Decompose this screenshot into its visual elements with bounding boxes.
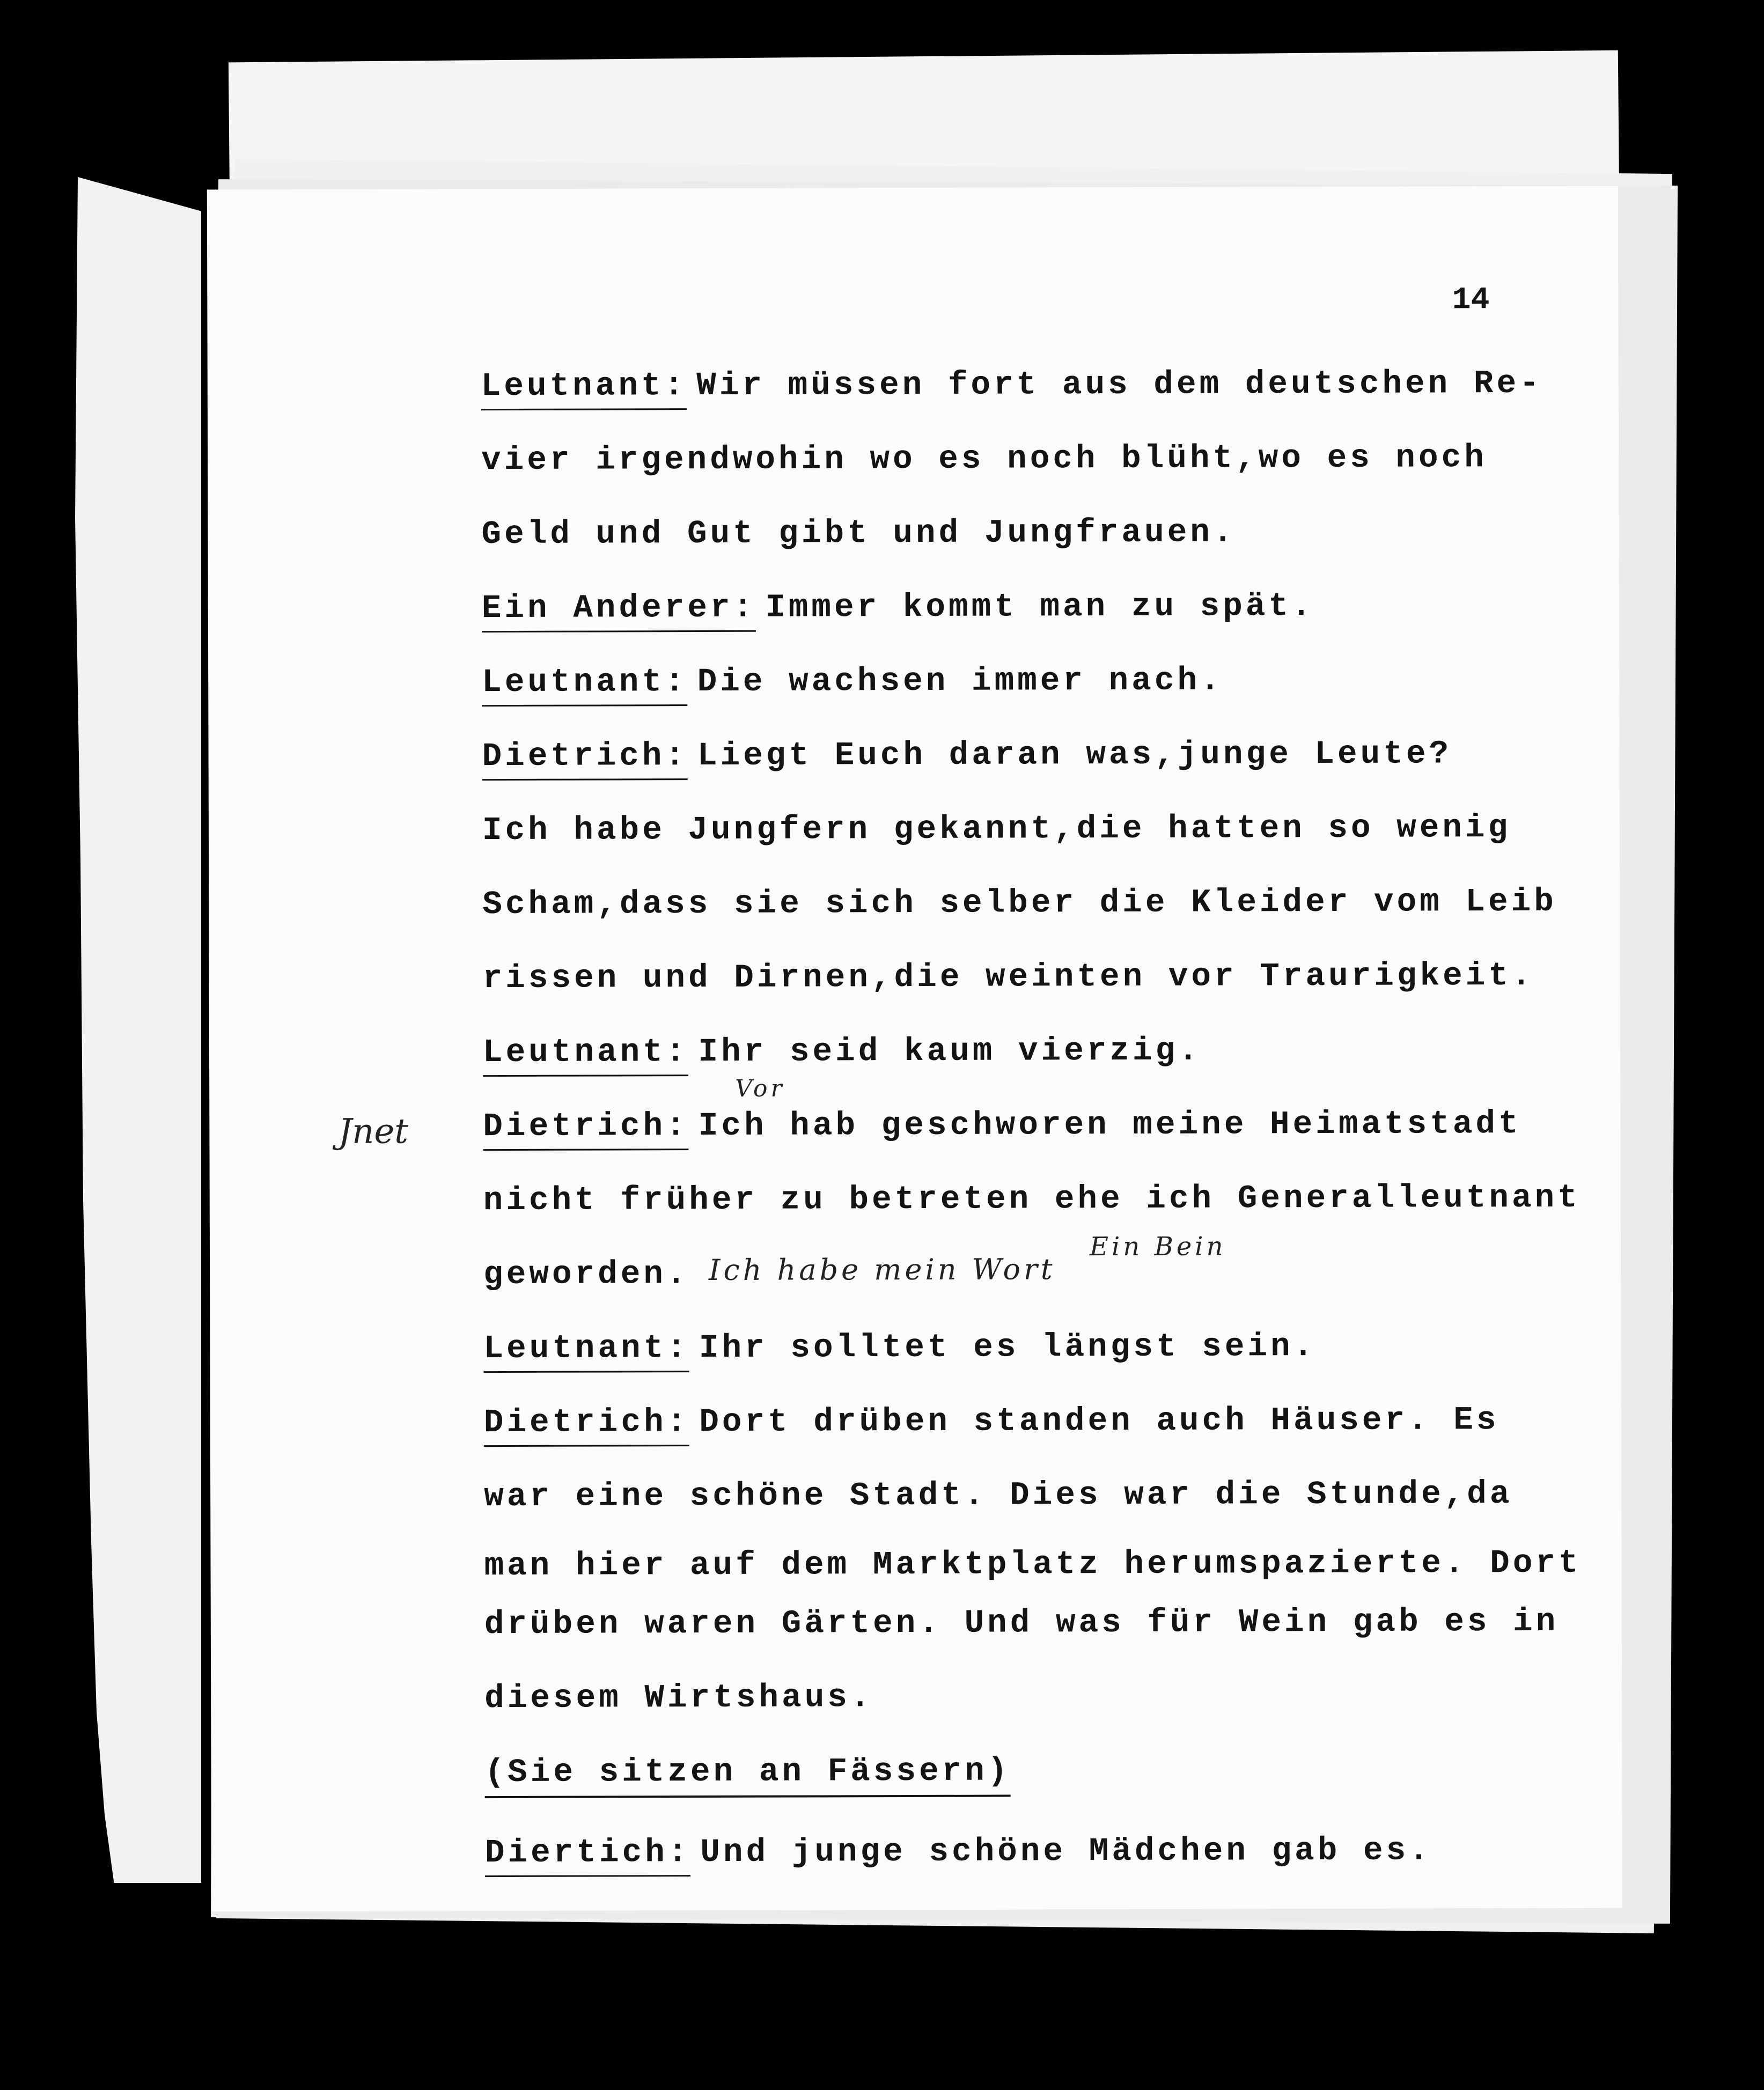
script-line	[484, 1733, 1531, 1816]
script-line	[484, 1383, 1530, 1460]
script-line	[481, 347, 1542, 424]
speaker-name: Ein Anderer:	[482, 590, 756, 632]
line-text: war eine schöne Stadt. Dies war die Stunde,da	[484, 1476, 1513, 1516]
line-text: Liegt Euch daran was,junge Leute?	[697, 735, 1452, 775]
script-line	[481, 421, 1527, 498]
page-number: 14	[1452, 283, 1490, 318]
script-line	[482, 643, 1528, 720]
line-text: Ihr seid kaum vierzig.	[698, 1032, 1201, 1071]
line-text: Die wachsen immer nach.	[697, 662, 1223, 701]
script-line	[483, 1231, 1530, 1312]
script-line	[481, 495, 1527, 572]
line-text: Und junge schöne Mädchen gab es.	[700, 1832, 1432, 1872]
speaker-name: Leutnant:	[481, 368, 687, 410]
script-line	[483, 1161, 1581, 1238]
line-text: Wir müssen fort aus dem deutschen Re-	[696, 365, 1542, 405]
line-text: geworden.	[483, 1256, 689, 1294]
line-text: Ihr solltet es längst sein.	[699, 1328, 1317, 1367]
script-line	[482, 569, 1528, 646]
handwritten-annotation: Ich habe mein Wort	[708, 1252, 1056, 1287]
script-line	[483, 1013, 1529, 1090]
line-text: vier irgendwohin wo es noch blüht,wo es noch	[481, 439, 1487, 480]
line-text: Ich habe Jungfern gekannt,die hatten so wenig	[482, 809, 1511, 850]
line-text: man hier auf dem Marktplatz herumspazierte. Dort	[484, 1544, 1582, 1585]
speaker-name: Diertich:	[485, 1835, 691, 1877]
speaker-name: Leutnant:	[483, 1330, 689, 1373]
line-text: nicht früher zu betreten ehe ich Generalleutnant	[483, 1179, 1581, 1220]
speaker-name: Leutnant:	[483, 1034, 689, 1077]
line-text: rissen und Dirnen,die weinten vor Traurigkeit.	[482, 957, 1534, 998]
line-text: Scham,dass sie sich selber die Kleider vom Leib	[482, 883, 1557, 924]
speaker-name: Leutnant:	[482, 664, 688, 707]
line-text: Dort drüben standen auch Häuser. Es	[699, 1402, 1500, 1441]
line-text: drüben waren Gärten. Und was für Wein gab es in	[484, 1603, 1559, 1644]
script-line	[484, 1659, 1531, 1736]
script-line	[483, 1075, 1529, 1164]
script-line	[482, 865, 1557, 942]
script-line	[484, 1458, 1530, 1534]
margin-handwriting: Jnet	[338, 1112, 408, 1152]
line-text: Immer kommt man zu spät.	[766, 588, 1314, 627]
typescript-page	[207, 186, 1622, 1912]
handwritten-annotation: Ein Bein	[1089, 1231, 1226, 1262]
line-text: Geld und Gut gibt und Jungfrauen.	[481, 514, 1236, 554]
stage-direction: (Sie sitzen an Fässern)	[484, 1754, 1010, 1799]
script-line	[485, 1814, 1531, 1890]
speaker-name: Dietrich:	[482, 738, 688, 781]
speaker-name: Dietrich:	[483, 1108, 689, 1151]
script-line	[482, 939, 1534, 1016]
script-line	[483, 1309, 1530, 1386]
handwritten-annotation-vor: Vor	[735, 1075, 785, 1102]
line-text: Ich hab geschworen meine Heimatstadt	[698, 1106, 1522, 1145]
left-paper-strip	[67, 177, 201, 1883]
line-text: diesem Wirtshaus.	[484, 1679, 873, 1718]
speaker-name: Dietrich:	[484, 1404, 690, 1447]
script-line	[484, 1585, 1559, 1662]
script-line	[482, 717, 1528, 794]
script-line	[484, 1532, 1582, 1588]
script-line	[482, 791, 1528, 868]
script-lines	[481, 347, 1582, 1890]
